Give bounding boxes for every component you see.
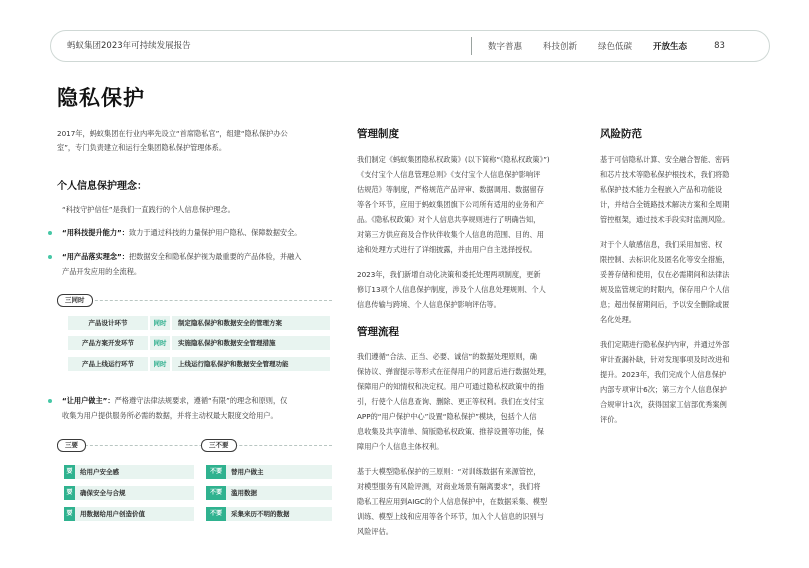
- intro-line-1: 2017年，蚂蚁集团在行业内率先设立“首席隐私官”，组建“隐私保护办公: [57, 129, 288, 138]
- process-line: 息收集及共享清单、简版隐私权政策、推荐设置等功能，保: [357, 427, 544, 436]
- dont-tag: 不要: [206, 465, 226, 479]
- risk-line: 基于可信隐私计算、安全融合智能、密码: [600, 155, 730, 164]
- management-line: 《支付宝个人信息管理总则》《支付宝个人信息保护影响评: [357, 170, 541, 179]
- product-philosophy-text-2: 产品开发应用的全流程。: [62, 267, 142, 276]
- dashed-divider: [60, 300, 332, 301]
- audit-line: 合规审计1次，获得国家工信部优秀案例: [600, 400, 727, 409]
- process-line: 引，行使个人信息查询、删除、更正等权利。我们在支付宝: [357, 397, 544, 406]
- stage-name: 产品设计环节: [68, 316, 148, 330]
- three-donts-label: 三不要: [201, 439, 237, 452]
- update-line: 修订13项个人信息保护制度，涉及个人信息处理规则、个人: [357, 285, 546, 294]
- must-tag: 要: [64, 507, 75, 521]
- stage-description: 上线运行隐私保护和数据安全管理功能: [172, 357, 330, 371]
- sensitive-info-line: 名化处理。: [600, 315, 636, 324]
- report-title: 蚂蚁集团2023年可持续发展报告: [67, 41, 191, 51]
- page-number: 83: [714, 41, 725, 51]
- simultaneous-tag: 同时: [150, 316, 170, 330]
- tech-capability-title: “用科技提升能力”：: [62, 228, 129, 237]
- three-musts-label: 三要: [57, 439, 86, 452]
- dont-item: [206, 465, 332, 479]
- user-control-text-1: 严格遵守法律法规要求，遵循“有限”的理念和原则，仅: [114, 396, 288, 405]
- process-line: 保障用户的知情权和决定权。用户可通过隐私权政策中的指: [357, 382, 544, 391]
- management-process-heading: 管理流程: [357, 326, 399, 338]
- simultaneous-tag: 同时: [150, 336, 170, 350]
- stage-description: 实施隐私保护和数据安全管理措施: [172, 336, 330, 350]
- three-same-row: [68, 336, 330, 350]
- audit-line: 内部专项审计6次；第三方个人信息保护: [600, 385, 727, 394]
- stage-description: 制定隐私保护和数据安全的管理方案: [172, 316, 330, 330]
- sensitive-info-line: 规及监管规定的时限内，保存用户个人信: [600, 285, 730, 294]
- dont-tag: 不要: [206, 507, 226, 521]
- dont-item: [206, 507, 332, 521]
- must-item: [64, 507, 194, 521]
- must-item: [64, 465, 194, 479]
- nav-item-digital-inclusion[interactable]: 数字普惠: [488, 42, 523, 52]
- nav-item-tech-innovation[interactable]: 科技创新: [543, 42, 578, 52]
- audit-line: 提升。2023年，我们完成个人信息保护: [600, 370, 727, 379]
- risk-line: 计，并结合全链路技术解决方案和全周期: [600, 200, 730, 209]
- three-same-row: [68, 316, 330, 330]
- simultaneous-tag: 同时: [150, 357, 170, 371]
- risk-line: 管控框架，通过技术手段实时监测风险。: [600, 215, 730, 224]
- sensitive-info-line: 妥善存储和使用，仅在必需期间和法律法: [600, 270, 730, 279]
- must-tag: 要: [64, 486, 75, 500]
- sensitive-info-line: 限控制、去标识化及匿名化等安全措施，: [600, 255, 730, 264]
- must-text: 用数据给用户创造价值: [75, 507, 194, 521]
- risk-prevention-heading: 风险防范: [600, 128, 642, 140]
- must-item: [64, 486, 194, 500]
- tech-capability-paragraph: [62, 225, 301, 240]
- dont-text: 采集来历不明的数据: [226, 507, 332, 521]
- dashed-divider: [60, 445, 332, 446]
- management-line: 对第三方供应商及合作伙伴收集个人信息的范围、目的、用: [357, 230, 544, 239]
- three-same-label: 三同时: [57, 294, 93, 307]
- report-header-bar: [50, 30, 770, 62]
- ai-privacy-line: 隐私工程应用到AIGC的个人信息保护中，在数据采集、模型: [357, 497, 548, 506]
- audit-line: 评价。: [600, 415, 622, 424]
- management-line: 品。《隐私权政策》对个人信息共享规则进行了明确告知，: [357, 215, 541, 224]
- process-line: 保协议、弹窗提示等形式在征得用户的同意后进行数据处理，: [357, 367, 552, 376]
- dont-text: 替用户做主: [226, 465, 332, 479]
- must-text: 确保安全与合规: [75, 486, 194, 500]
- management-line: 我们制定《蚂蚁集团隐私权政策》(以下简称“《隐私权政策》”): [357, 155, 550, 164]
- update-line: 2023年，我们新增自动化决策和委托处理两项制度，更新: [357, 270, 541, 279]
- bullet-dot: [48, 255, 52, 259]
- user-control-paragraph: [62, 393, 287, 408]
- product-philosophy-paragraph: [62, 249, 301, 264]
- process-line: APP的“用户保护中心”设置“隐私保护”模块，包括个人信: [357, 412, 537, 421]
- three-same-row: [68, 357, 330, 371]
- must-tag: 要: [64, 465, 75, 479]
- management-line: 估规范》等制度，严格规范产品评审、数据调用、数据留存: [357, 185, 544, 194]
- ai-privacy-line: 训练、模型上线和应用等各个环节，加入个人信息的识别与: [357, 512, 544, 521]
- sensitive-info-line: 息；超出保留期间后，予以安全删除或匿: [600, 300, 730, 309]
- process-line: 障用户个人信息主体权利。: [357, 442, 444, 451]
- page-title: 隐私保护: [57, 86, 145, 110]
- user-control-title: “让用户做主”：: [62, 396, 115, 405]
- risk-line: 私保护技术能力全程嵌入产品和功能设: [600, 185, 723, 194]
- ai-privacy-line: 对模型服务有风险评测，对商业场景有隔离要求”，我们将: [357, 482, 541, 491]
- risk-line: 和芯片技术等隐私保护根技术，我们将隐: [600, 170, 730, 179]
- must-text: 给用户安全感: [75, 465, 194, 479]
- ai-privacy-line: 风险评估。: [357, 527, 393, 536]
- management-system-heading: 管理制度: [357, 128, 399, 140]
- bullet-dot: [48, 231, 52, 235]
- product-philosophy-text-1: 把数据安全和隐私保护视为最重要的产品体验，并融入: [128, 252, 302, 261]
- update-line: 信息传输与跨境、个人信息保护影响评估等。: [357, 300, 501, 309]
- audit-line: 我们定期进行隐私保护内审，并通过外部: [600, 340, 730, 349]
- dont-tag: 不要: [206, 486, 226, 500]
- bullet-dot: [48, 399, 52, 403]
- user-control-text-2: 收集为用户提供服务所必需的数据，并将主动权最大限度交给用户。: [62, 411, 278, 420]
- product-philosophy-title: “用产品落实理念”：: [62, 252, 129, 261]
- nav-divider: [471, 37, 472, 55]
- philosophy-motto: “科技守护信任”是我们一直践行的个人信息保护理念。: [62, 205, 235, 214]
- nav-item-green-low-carbon[interactable]: 绿色低碳: [598, 42, 633, 52]
- privacy-philosophy-heading: 个人信息保护理念：: [57, 181, 147, 192]
- sensitive-info-line: 对于个人敏感信息，我们采用加密、权: [600, 240, 723, 249]
- section-nav: [471, 31, 725, 61]
- process-line: 我们遵循“合法、正当、必要、诚信”的数据处理原则，确: [357, 352, 537, 361]
- management-line: 途和处理方式进行了详细披露，并由用户自主选择授权。: [357, 245, 537, 254]
- management-line: 等各个环节，应用于蚂蚁集团旗下公司所有适用的业务和产: [357, 200, 544, 209]
- intro-line-2: 室”，专门负责建立和运行全集团隐私保护管理体系。: [57, 143, 227, 152]
- stage-name: 产品方案开发环节: [68, 336, 148, 350]
- audit-line: 审计查漏补缺，针对发现事项及时改进和: [600, 355, 730, 364]
- dont-item: [206, 486, 332, 500]
- nav-item-open-ecosystem[interactable]: 开放生态: [653, 42, 688, 52]
- ai-privacy-line: 基于大模型隐私保护的三原则：“对训练数据有来源管控，: [357, 467, 541, 476]
- dont-text: 滥用数据: [226, 486, 332, 500]
- stage-name: 产品上线运行环节: [68, 357, 148, 371]
- tech-capability-text: 致力于通过科技的力量保护用户隐私、保障数据安全。: [128, 228, 302, 237]
